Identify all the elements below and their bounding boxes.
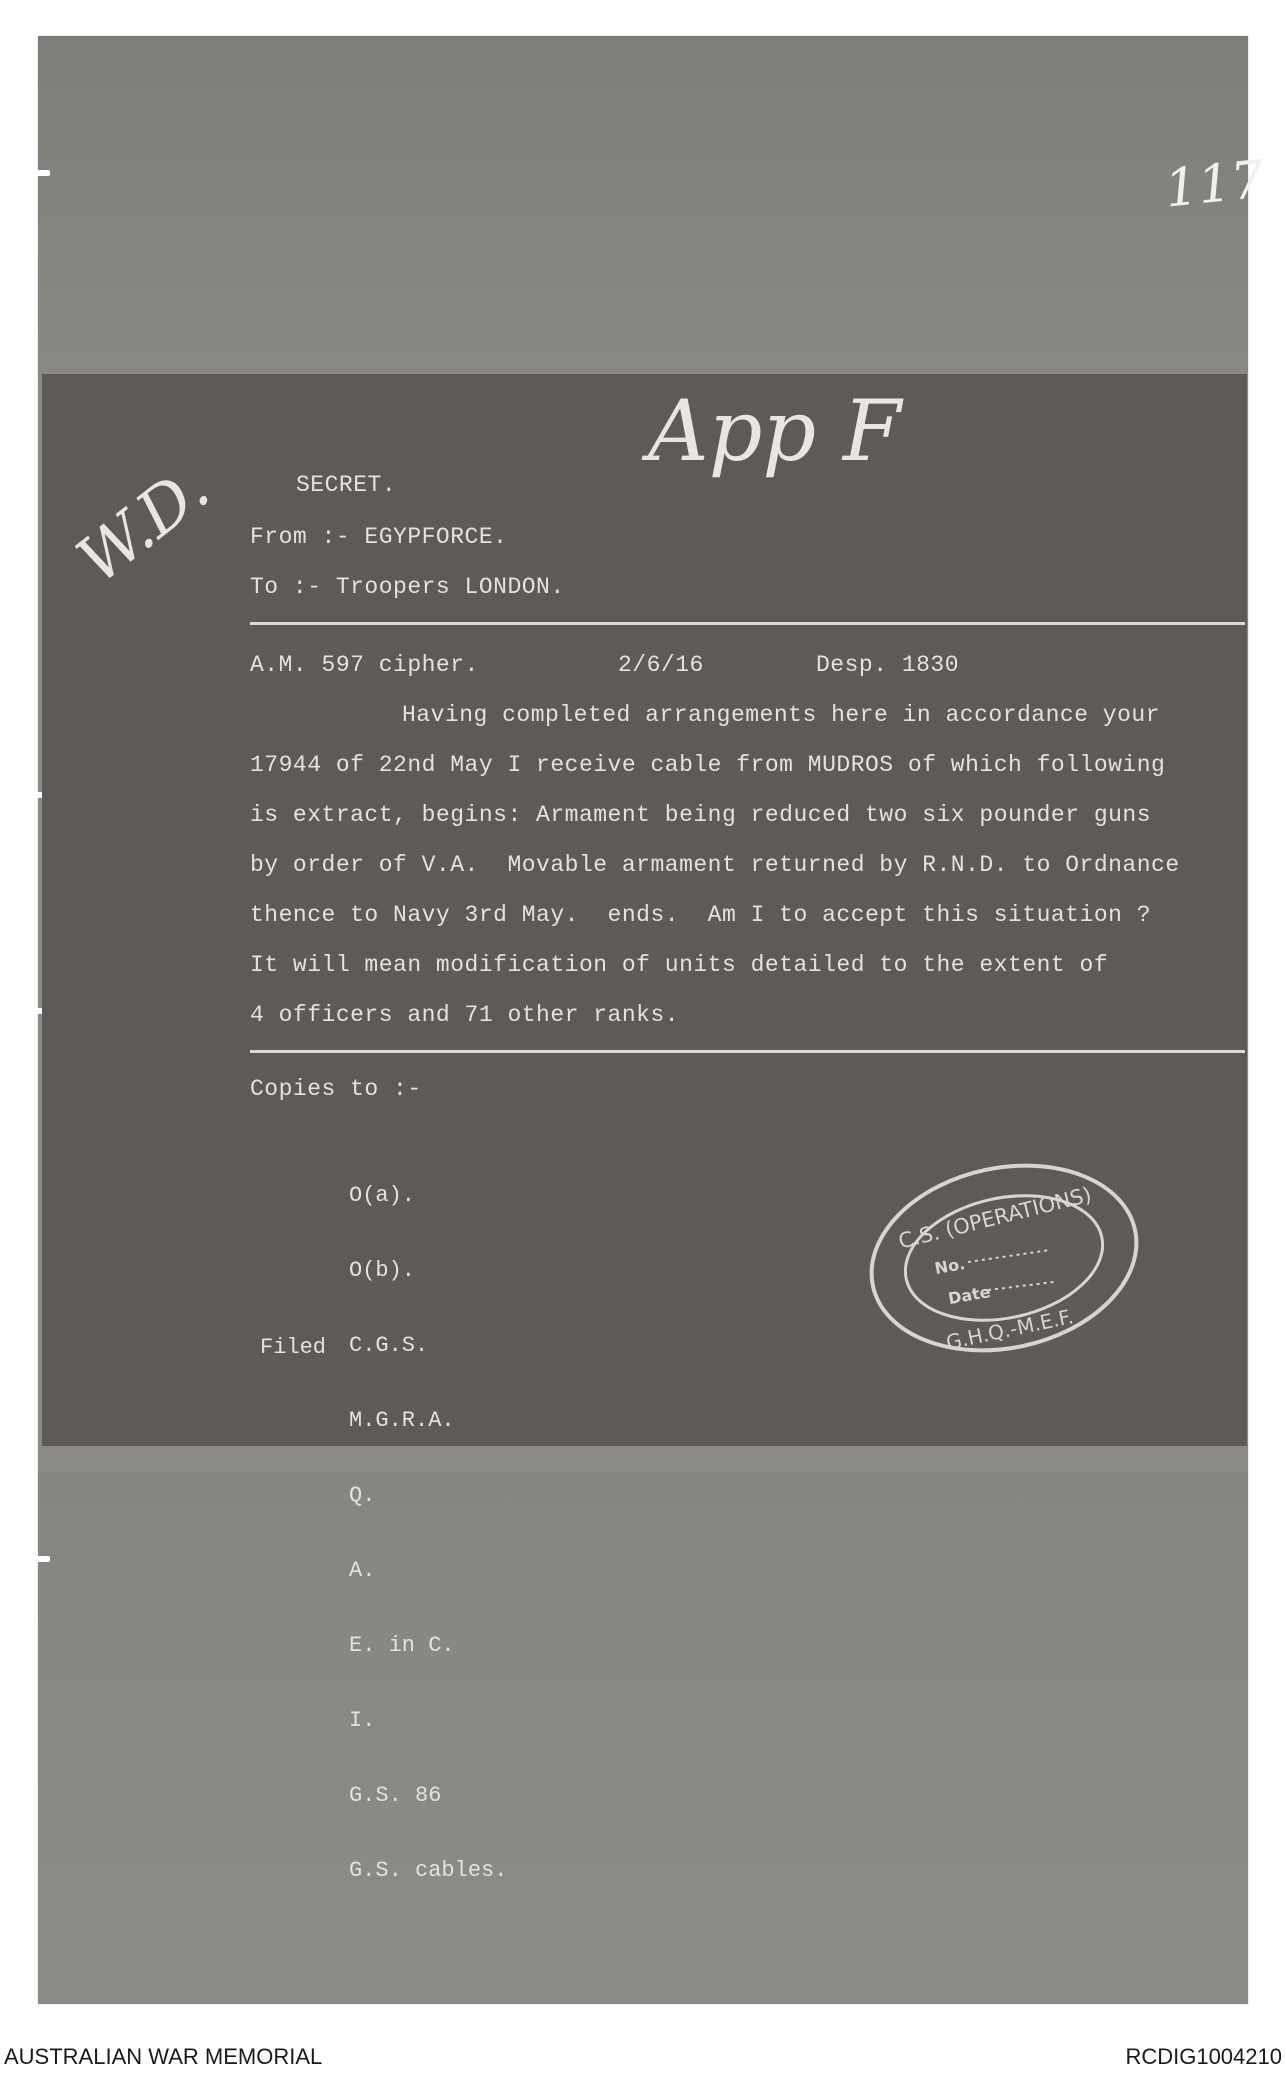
copies-item: Q. [349, 1483, 376, 1508]
page-top-area [38, 36, 1248, 378]
operations-stamp [864, 1158, 1144, 1358]
stamp-bottom-text: G.H.Q.-M.E.F. [943, 1304, 1076, 1355]
copies-item: C.G.S. [349, 1333, 429, 1358]
divider-bottom [250, 1050, 1245, 1053]
edge-tear [36, 1556, 50, 1562]
body-line: is extract, begins: Armament being reduced two six pounder guns [250, 802, 1152, 828]
copies-item: M.G.R.A. [349, 1408, 455, 1433]
message-desp: Desp. 1830 [816, 652, 960, 678]
annotation-app-f: App F [648, 382, 902, 480]
stamp-date-label: Date [946, 1282, 992, 1309]
message-ref: A.M. 597 cipher. [250, 652, 479, 678]
copies-item: G.S. 86 [349, 1783, 442, 1808]
from-line: From :- EGYPFORCE. [250, 524, 508, 550]
copies-item: A. [349, 1558, 376, 1583]
copies-item: I. [349, 1708, 376, 1733]
body-line: 17944 of 22nd May I receive cable from MUDROS of which following [250, 752, 1166, 778]
stamp-no-label: No. [933, 1254, 967, 1279]
page-bottom-area [38, 1472, 1248, 2004]
footer-catalogue-id: RCDIG1004210 [1125, 2044, 1282, 2069]
annotation-wd: W.D. [64, 451, 224, 599]
copies-heading: Copies to :- [250, 1076, 422, 1102]
message-date: 2/6/16 [618, 652, 704, 678]
copies-item: O(b). [349, 1258, 416, 1283]
classification: SECRET. [296, 472, 397, 498]
body-line: It will mean modification of units detailed to the extent of [250, 952, 1109, 978]
copies-list [349, 1133, 507, 1908]
body-line: thence to Navy 3rd May. ends. Am I to accept this situation ? [250, 902, 1152, 928]
footer-institution: AUSTRALIAN WAR MEMORIAL [4, 2044, 323, 2069]
folio-number: 117 [1162, 149, 1267, 220]
body-line: Having completed arrangements here in accordance your [402, 702, 1161, 728]
copies-item: O(a). [349, 1183, 416, 1208]
copies-item: E. in C. [349, 1633, 455, 1658]
body-line: by order of V.A. Movable armament returned by R.N.D. to Ordnance [250, 852, 1180, 878]
body-line: 4 officers and 71 other ranks. [250, 1002, 680, 1028]
filed-label: Filed [260, 1335, 327, 1360]
divider-top [250, 622, 1245, 625]
edge-tear [36, 170, 50, 176]
to-line: To :- Troopers LONDON. [250, 574, 565, 600]
copies-item: G.S. cables. [349, 1858, 508, 1883]
stamp-top-text: C.S. (OPERATIONS) [896, 1182, 1094, 1254]
